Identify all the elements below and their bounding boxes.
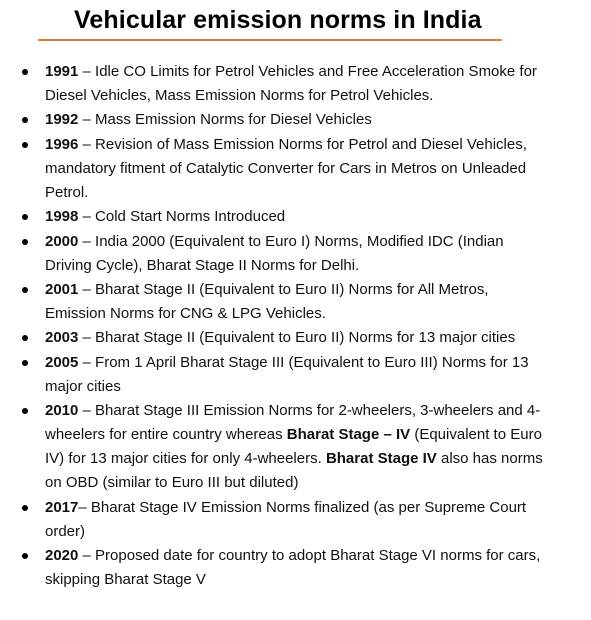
- item-text: – Bharat Stage III Emission Norms for 2-wheelers, 3-wheelers and 4-wheelers for entire country whereas: [45, 402, 541, 444]
- item-text: – Bharat Stage II (Equivalent to Euro II) Norms for 13 major cities: [78, 329, 516, 347]
- list-item-1992: [0, 108, 591, 132]
- item-year: 1992: [45, 111, 79, 129]
- item-year: 1991: [45, 63, 79, 80]
- bullet-icon: [22, 335, 28, 341]
- item-emphasis: Bharat Stage IV: [325, 450, 437, 468]
- list-item-2020: [0, 544, 591, 592]
- item-year: 2010: [45, 402, 79, 420]
- bullet-icon: [22, 214, 28, 220]
- item-text: – Idle CO Limits for Petrol Vehicles and Free Acceleration Smoke for Diesel Vehicles, Mass Emission Norms for Petrol Vehicles.: [45, 63, 537, 104]
- item-text: also has norms on OBD (similar to Euro III but diluted): [45, 450, 543, 492]
- item-year: 1996: [45, 135, 79, 153]
- bullet-icon: [22, 239, 28, 245]
- list-item-2003: [0, 326, 591, 350]
- list-item-2001: [0, 278, 591, 326]
- item-text: – Cold Start Norms Introduced: [78, 208, 286, 226]
- item-emphasis: Bharat Stage – IV: [286, 426, 411, 444]
- item-text: – From 1 April Bharat Stage III (Equivalent to Euro III) Norms for 13 major cities: [45, 353, 529, 395]
- page-title: Vehicular emission norms in India: [74, 6, 482, 34]
- bullet-icon: [22, 360, 28, 366]
- item-text: (Equivalent to Euro IV) for 13 major cities for only 4-wheelers.: [45, 426, 542, 468]
- bullet-icon: [22, 287, 28, 293]
- item-text: – Proposed date for country to adopt Bharat Stage VI norms for cars, skipping Bharat Stage V: [45, 546, 541, 588]
- item-text: – India 2000 (Equivalent to Euro I) Norms, Modified IDC (Indian Driving Cycle), Bharat Stage II Norms for Delhi.: [45, 232, 504, 274]
- item-year: 2001: [45, 280, 79, 298]
- item-text: – Bharat Stage II (Equivalent to Euro II) Norms for All Metros, Emission Norms for CNG & LPG Vehicles.: [45, 280, 489, 322]
- item-year: 2017: [45, 498, 79, 516]
- list-item-2010: [0, 399, 591, 495]
- bullet-icon: [22, 505, 28, 511]
- item-text: – Revision of Mass Emission Norms for Petrol and Diesel Vehicles, mandatory fitment of Catalytic Converter for Cars in Metros on Unleaded Petrol.: [45, 135, 527, 201]
- bullet-icon: [22, 408, 28, 414]
- list-item-2005: [0, 351, 591, 399]
- item-text: – Mass Emission Norms for Diesel Vehicles: [78, 111, 372, 129]
- bullet-icon: [22, 69, 28, 75]
- item-year: 2005: [45, 353, 79, 371]
- item-year: 1998: [45, 208, 79, 226]
- item-text: – Bharat Stage IV Emission Norms finalized (as per Supreme Court order): [45, 498, 527, 540]
- bullet-icon: [22, 117, 28, 123]
- emission-norms-list: [0, 60, 591, 592]
- item-year: 2000: [45, 232, 79, 250]
- title-underline: [38, 39, 502, 41]
- list-item-1991: [0, 60, 591, 108]
- bullet-icon: [22, 142, 28, 148]
- list-item-1998: [0, 205, 591, 229]
- list-item-1996: [0, 133, 591, 205]
- list-item-2000: [0, 230, 591, 278]
- item-year: 2020: [45, 546, 79, 564]
- bullet-icon: [22, 553, 28, 559]
- list-item-2017: [0, 496, 591, 544]
- item-year: 2003: [45, 329, 79, 347]
